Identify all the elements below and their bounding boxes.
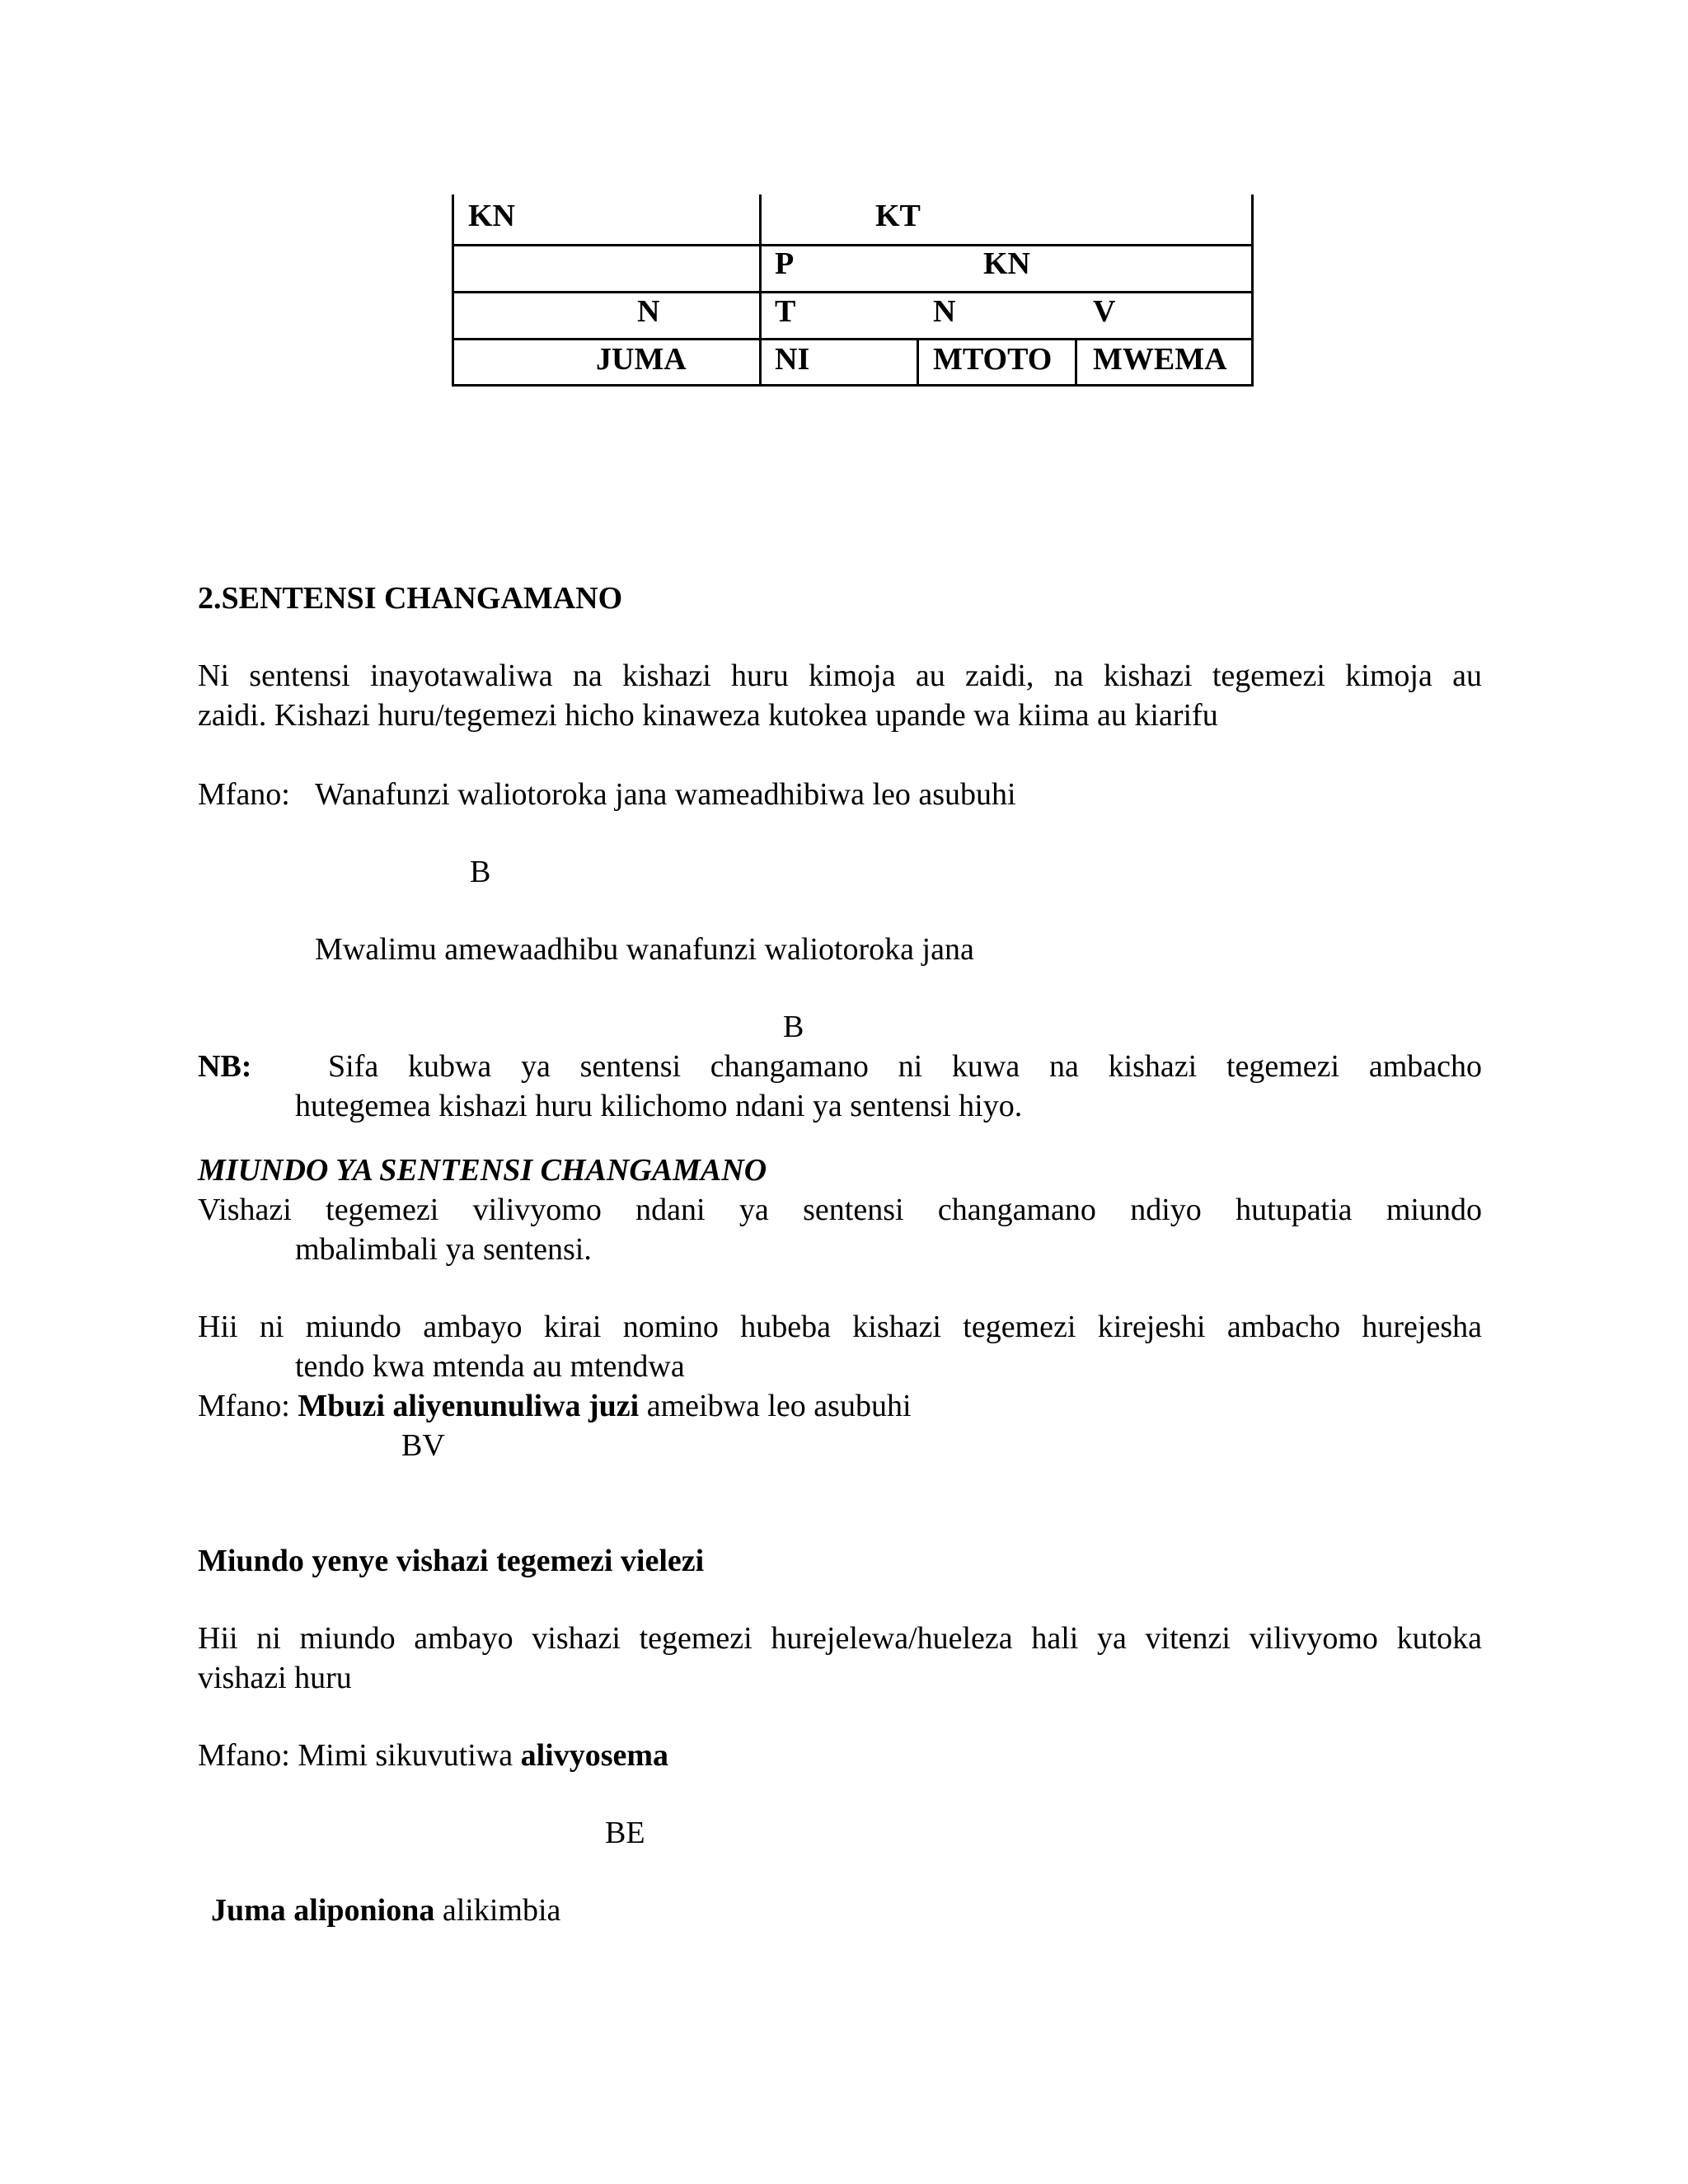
nb-line: Sifa kubwa ya sentensi changamano ni kuwa na kishazi tegemezi ambacho <box>328 1049 1482 1084</box>
table-rule <box>452 384 1254 387</box>
table-cell-kn: KN <box>983 246 1030 281</box>
paragraph-line: Hii ni miundo ambayo vishazi tegemezi hurejelewa/hueleza hali ya vitenzi vilivyomo kutoka <box>198 1621 1482 1656</box>
table-rule <box>917 338 919 387</box>
paragraph-line: Hii ni miundo ambayo kirai nomino hubeba kishazi tegemezi kirejeshi ambacho hurejesha <box>198 1310 1482 1344</box>
table-cell-mtoto: MTOTO <box>933 342 1053 377</box>
paragraph-line: tendo kwa mtenda au mtendwa <box>295 1349 685 1384</box>
example-label: Mfano: <box>198 1389 290 1423</box>
example-line <box>198 1386 912 1426</box>
sentence-structure-table <box>452 194 1254 387</box>
table-rule <box>1075 338 1077 387</box>
definition-line: Ni sentensi inayotawaliwa na kishazi huru kimoja au zaidi, na kishazi tegemezi kimoja au <box>198 658 1482 693</box>
example-rest: alikimbia <box>442 1893 561 1928</box>
table-rule <box>452 194 454 387</box>
example-highlight: Mbuzi aliyenunuliwa juzi <box>298 1389 640 1423</box>
example-sentence: Wanafunzi waliotoroka jana wameadhibiwa leo asubuhi <box>315 777 1016 812</box>
nb-line: hutegemea kishazi huru kilichomo ndani ya sentensi hiyo. <box>295 1089 1023 1123</box>
definition-line: zaidi. Kishazi huru/tegemezi hicho kinaweza kutokea upande wa kiima au kiarifu <box>198 698 1218 733</box>
example-text: Mimi sikuvutiwa <box>298 1738 513 1773</box>
subsection-heading: Miundo yenye vishazi tegemezi vielezi <box>198 1544 705 1578</box>
example-rest: ameibwa leo asubuhi <box>646 1389 912 1423</box>
table-rule <box>452 244 1254 246</box>
table-cell-n: N <box>637 294 660 329</box>
table-cell-juma: JUMA <box>596 342 687 377</box>
section-heading: 2.SENTENSI CHANGAMANO <box>198 581 623 616</box>
table-cell-p: P <box>775 246 795 281</box>
table-cell-mwema: MWEMA <box>1093 342 1227 377</box>
table-cell-kt: KT <box>875 199 921 233</box>
example-highlight: Juma aliponiona <box>211 1893 435 1928</box>
example-line <box>211 1891 560 1930</box>
paragraph-line: vishazi huru <box>198 1661 352 1695</box>
example-mark: BV <box>401 1428 445 1463</box>
example-mark: BE <box>605 1816 645 1850</box>
paragraph-line: mbalimbali ya sentensi. <box>295 1232 592 1267</box>
example-mark: B <box>783 1010 804 1044</box>
table-rule <box>759 194 762 387</box>
example-label: Mfano: <box>198 1738 290 1773</box>
table-cell-kn: KN <box>468 199 515 233</box>
table-cell-ni: NI <box>775 342 810 377</box>
example-highlight: alivyosema <box>520 1738 669 1773</box>
subsection-heading: MIUNDO YA SENTENSI CHANGAMANO <box>198 1153 767 1188</box>
table-rule <box>1251 194 1254 387</box>
table-rule <box>452 291 1254 293</box>
example-line <box>198 1736 668 1775</box>
table-cell-v: V <box>1093 294 1116 329</box>
table-cell-n: N <box>933 294 956 329</box>
example-sentence: Mwalimu amewaadhibu wanafunzi waliotoroka jana <box>315 932 974 967</box>
example-label: Mfano: <box>198 777 290 812</box>
table-cell-t: T <box>775 294 796 329</box>
nb-label: NB: <box>198 1049 252 1084</box>
example-mark: B <box>470 855 491 889</box>
paragraph-line: Vishazi tegemezi vilivyomo ndani ya sentensi changamano ndiyo hutupatia miundo <box>198 1193 1482 1227</box>
